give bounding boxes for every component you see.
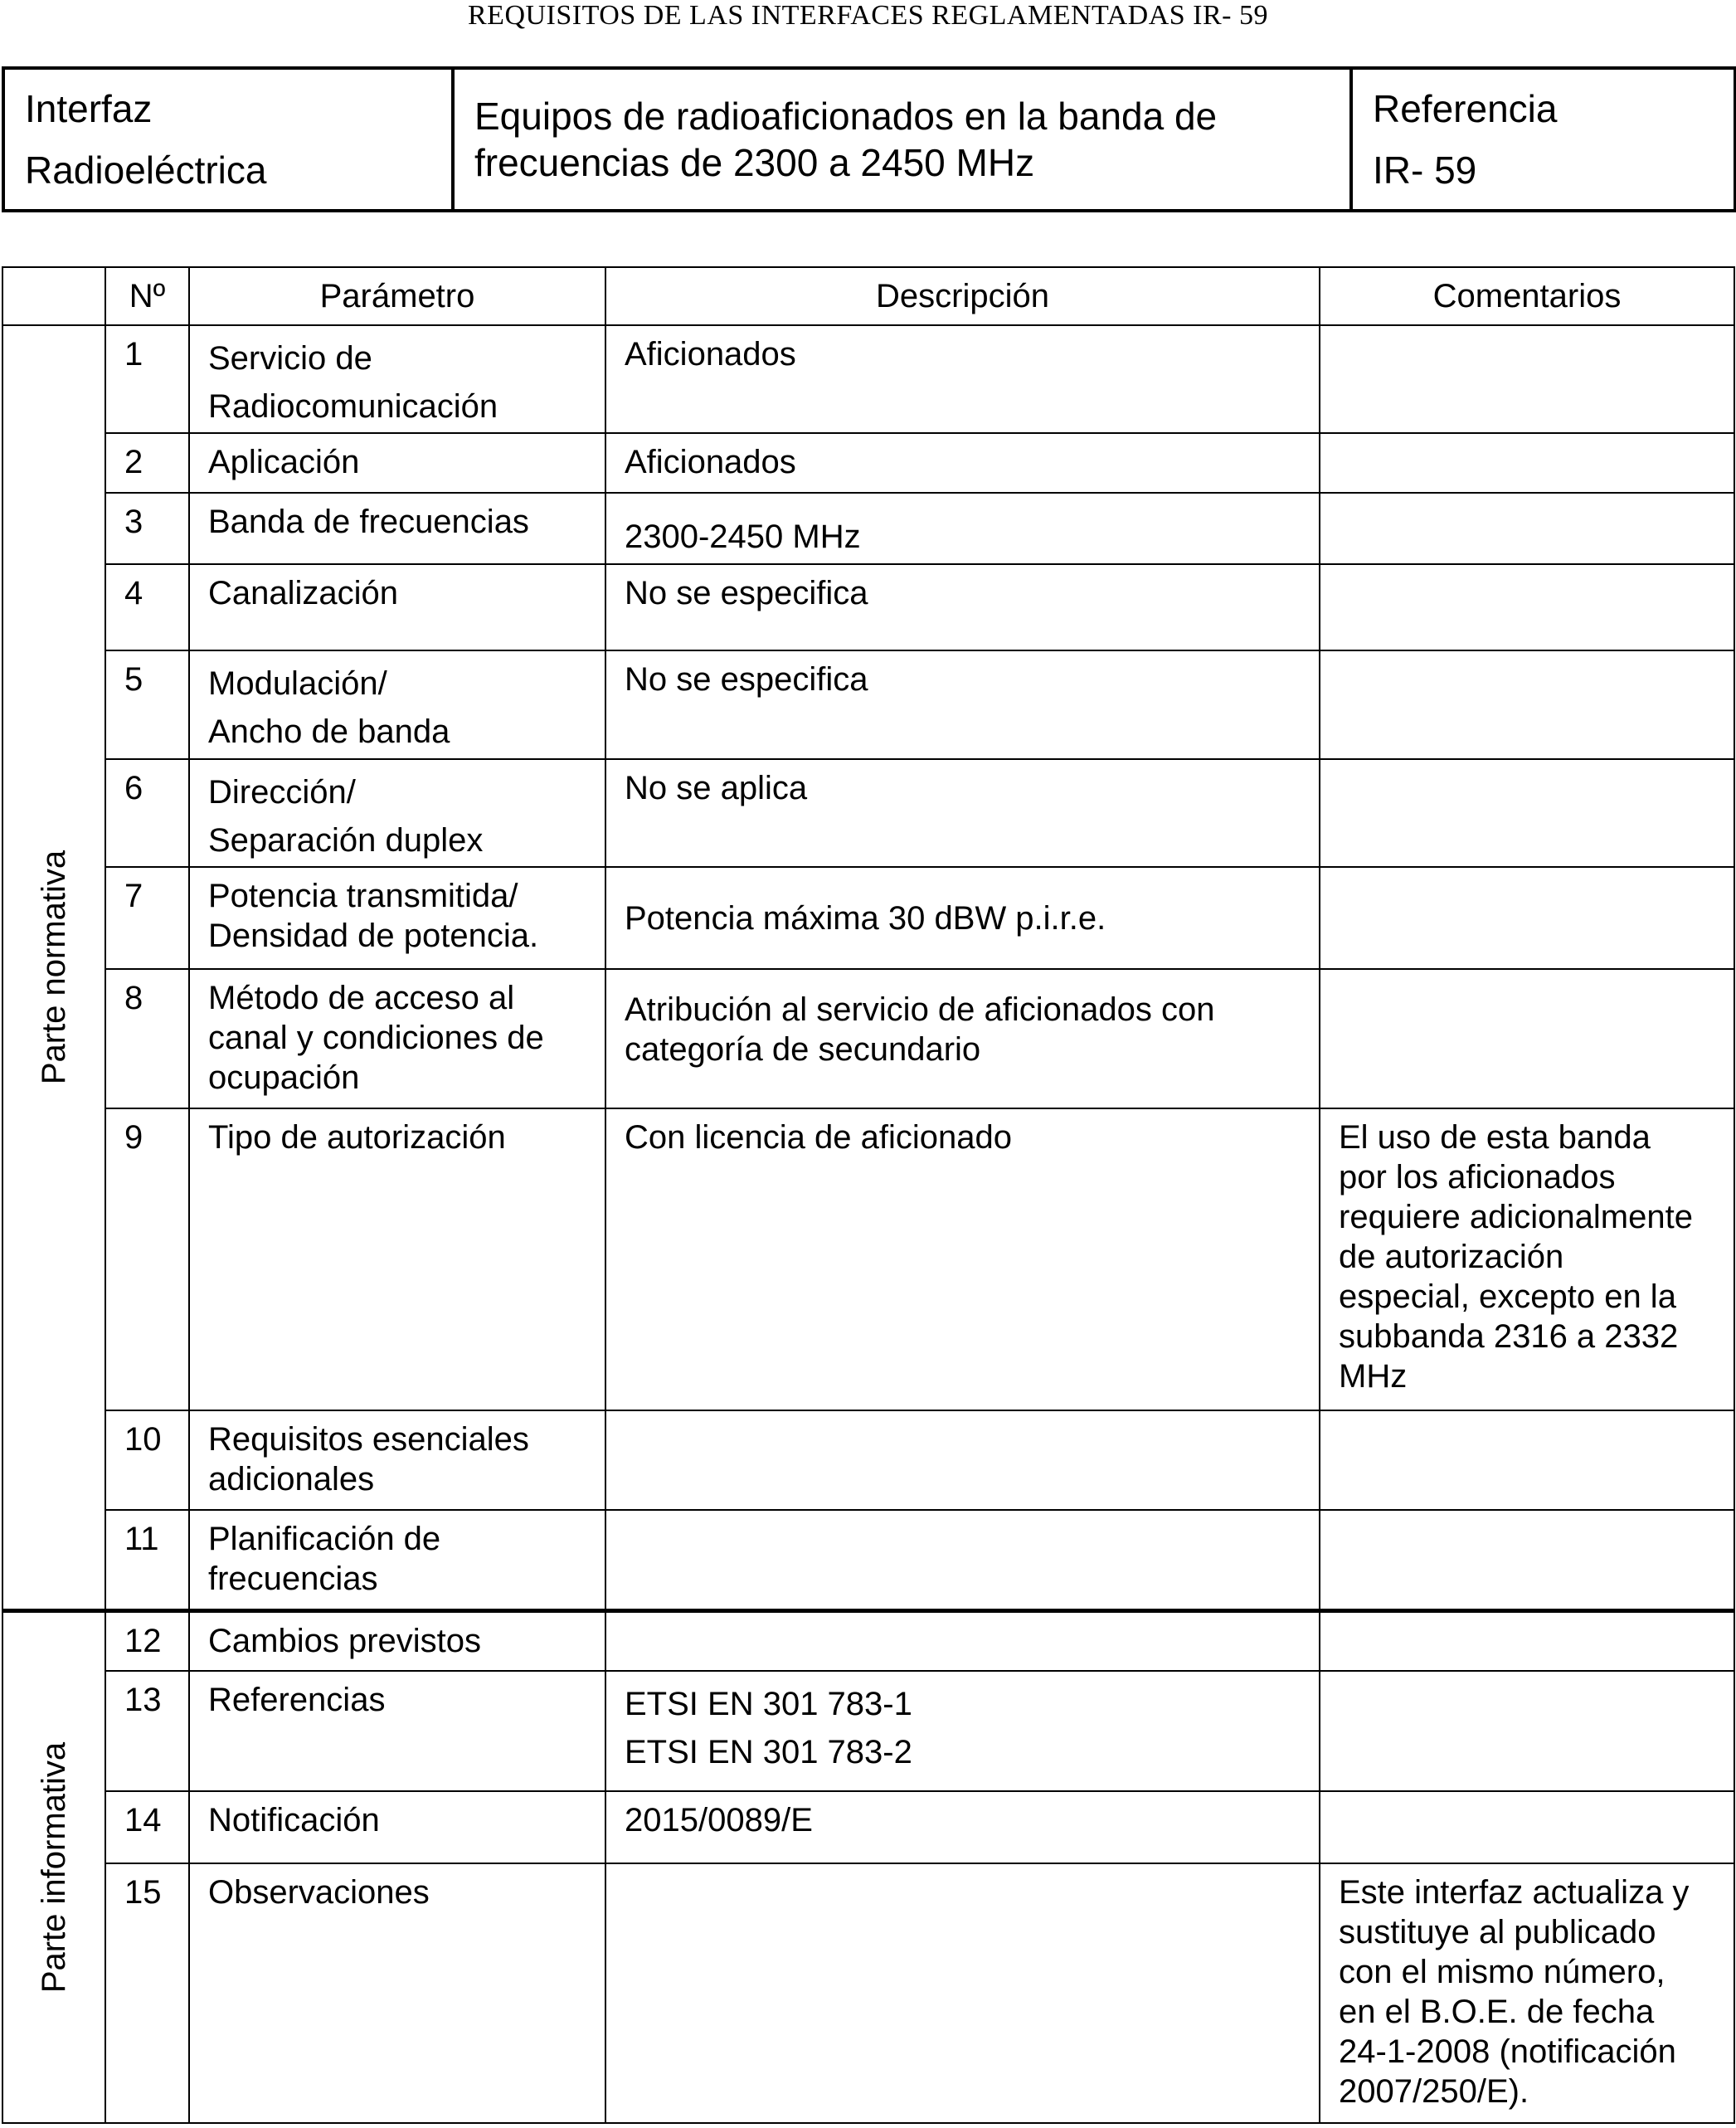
equipment-cell [453,68,1351,211]
informative-section-cell [2,1610,105,2123]
row-number: 11 [105,1510,189,1610]
row-comment [1320,1610,1734,1671]
row-number: 8 [105,969,189,1108]
row-parameter: Tipo de autorización [189,1108,605,1410]
header-no: Nº [105,267,189,325]
interface-identification-table [2,66,1736,212]
table-row [2,433,1734,493]
row-description: No se aplica [605,759,1320,867]
row-comment [1320,1671,1734,1791]
row-parameter: Requisitos esenciales adicionales [189,1410,605,1510]
row-parameter: Cambios previstos [189,1610,605,1671]
row-description [605,1863,1320,2123]
table-row [2,867,1734,969]
row-parameter: Potencia transmitida/ Densidad de potencia. [189,867,605,969]
table-row [2,564,1734,650]
row-parameter-line2: Ancho de banda [208,713,450,750]
normative-section-label: Parte normativa [36,850,72,1084]
row-number: 4 [105,564,189,650]
table-row [2,969,1734,1108]
parameters-table [2,266,1735,2124]
row-parameter-line1: Servicio de [208,340,372,377]
row-description: Atribución al servicio de aficionados con categoría de secundario [605,969,1320,1108]
table-row [2,1410,1734,1510]
row-parameter-line1: Dirección/ [208,774,356,811]
header-row [2,267,1734,325]
row-parameter: Notificación [189,1791,605,1863]
row-description: 2015/0089/E [605,1791,1320,1863]
row-number: 13 [105,1671,189,1791]
equipment-line1: Equipos de radioaficionados en la banda de [474,95,1218,138]
row-parameter: Banda de frecuencias [189,493,605,564]
row-comment [1320,564,1734,650]
row-parameter-line2: Separación duplex [208,822,484,859]
row-description: Aficionados [605,433,1320,493]
row-comment [1320,867,1734,969]
header-comments: Comentarios [1320,267,1734,325]
row-comment [1320,650,1734,759]
reference-value: IR- 59 [1373,149,1477,192]
row-comment [1320,759,1734,867]
row-parameter [189,325,605,433]
row-description: Con licencia de aficionado [605,1108,1320,1410]
table-row [2,1610,1734,1671]
row-comment [1320,325,1734,433]
informative-section-label: Parte informativa [36,1741,72,1993]
table-row [2,325,1734,433]
reference-cell [1351,68,1735,211]
row-parameter: Observaciones [189,1863,605,2123]
row-number: 2 [105,433,189,493]
row-number: 7 [105,867,189,969]
row-comment [1320,969,1734,1108]
normative-section-cell [2,325,105,1610]
row-parameter: Canalización [189,564,605,650]
table-row [2,759,1734,867]
page-header: REQUISITOS DE LAS INTERFACES REGLAMENTADAS IR- 59 [468,0,1268,31]
row-description [605,1610,1320,1671]
table-row [2,493,1734,564]
row-number: 6 [105,759,189,867]
table-row [2,1863,1734,2123]
row-description [605,1510,1320,1610]
table-row [2,650,1734,759]
row-parameter-line2: Radiocomunicación [208,388,498,425]
row-comment [1320,1791,1734,1863]
table-row [2,1671,1734,1791]
row-number: 10 [105,1410,189,1510]
row-number: 3 [105,493,189,564]
equipment-line2: frecuencias de 2300 a 2450 MHz [474,141,1035,184]
interface-type-cell [3,68,453,211]
row-description: No se especifica [605,650,1320,759]
header-description: Descripción [605,267,1320,325]
row-comment [1320,1510,1734,1610]
header-section [2,267,105,325]
row-parameter: Método de acceso al canal y condiciones de ocupación [189,969,605,1108]
row-description: Aficionados [605,325,1320,433]
reference-label: Referencia [1373,87,1558,130]
row-description-line2: ETSI EN 301 783-2 [625,1734,912,1770]
row-description [605,1410,1320,1510]
row-parameter-line1: Modulación/ [208,665,387,702]
row-parameter: Referencias [189,1671,605,1791]
table-row [2,1510,1734,1610]
row-comment: El uso de esta banda por los aficionados requiere adicionalmente de autorización especial, excepto en la subbanda 2316 a 2332 MHz [1320,1108,1734,1410]
row-description [605,1671,1320,1791]
row-number: 15 [105,1863,189,2123]
row-comment: Este interfaz actualiza y sustituye al publicado con el mismo número, en el B.O.E. de fecha 24-1-2008 (notificación 2007/250/E). [1320,1863,1734,2123]
row-parameter [189,650,605,759]
row-parameter: Aplicación [189,433,605,493]
header-parameter: Parámetro [189,267,605,325]
row-number: 9 [105,1108,189,1410]
row-number: 1 [105,325,189,433]
row-comment [1320,1410,1734,1510]
row-comment [1320,433,1734,493]
interface-type-line2: Radioeléctrica [25,149,267,192]
table-row [2,1108,1734,1410]
row-parameter: Planificación de frecuencias [189,1510,605,1610]
row-number: 14 [105,1791,189,1863]
row-description-line1: ETSI EN 301 783-1 [625,1686,912,1722]
row-number: 5 [105,650,189,759]
row-comment [1320,493,1734,564]
row-number: 12 [105,1610,189,1671]
row-description: Potencia máxima 30 dBW p.i.r.e. [605,867,1320,969]
row-parameter [189,759,605,867]
table-row [2,1791,1734,1863]
interface-type-line1: Interfaz [25,87,153,130]
row-description: 2300-2450 MHz [605,493,1320,564]
row-description: No se especifica [605,564,1320,650]
